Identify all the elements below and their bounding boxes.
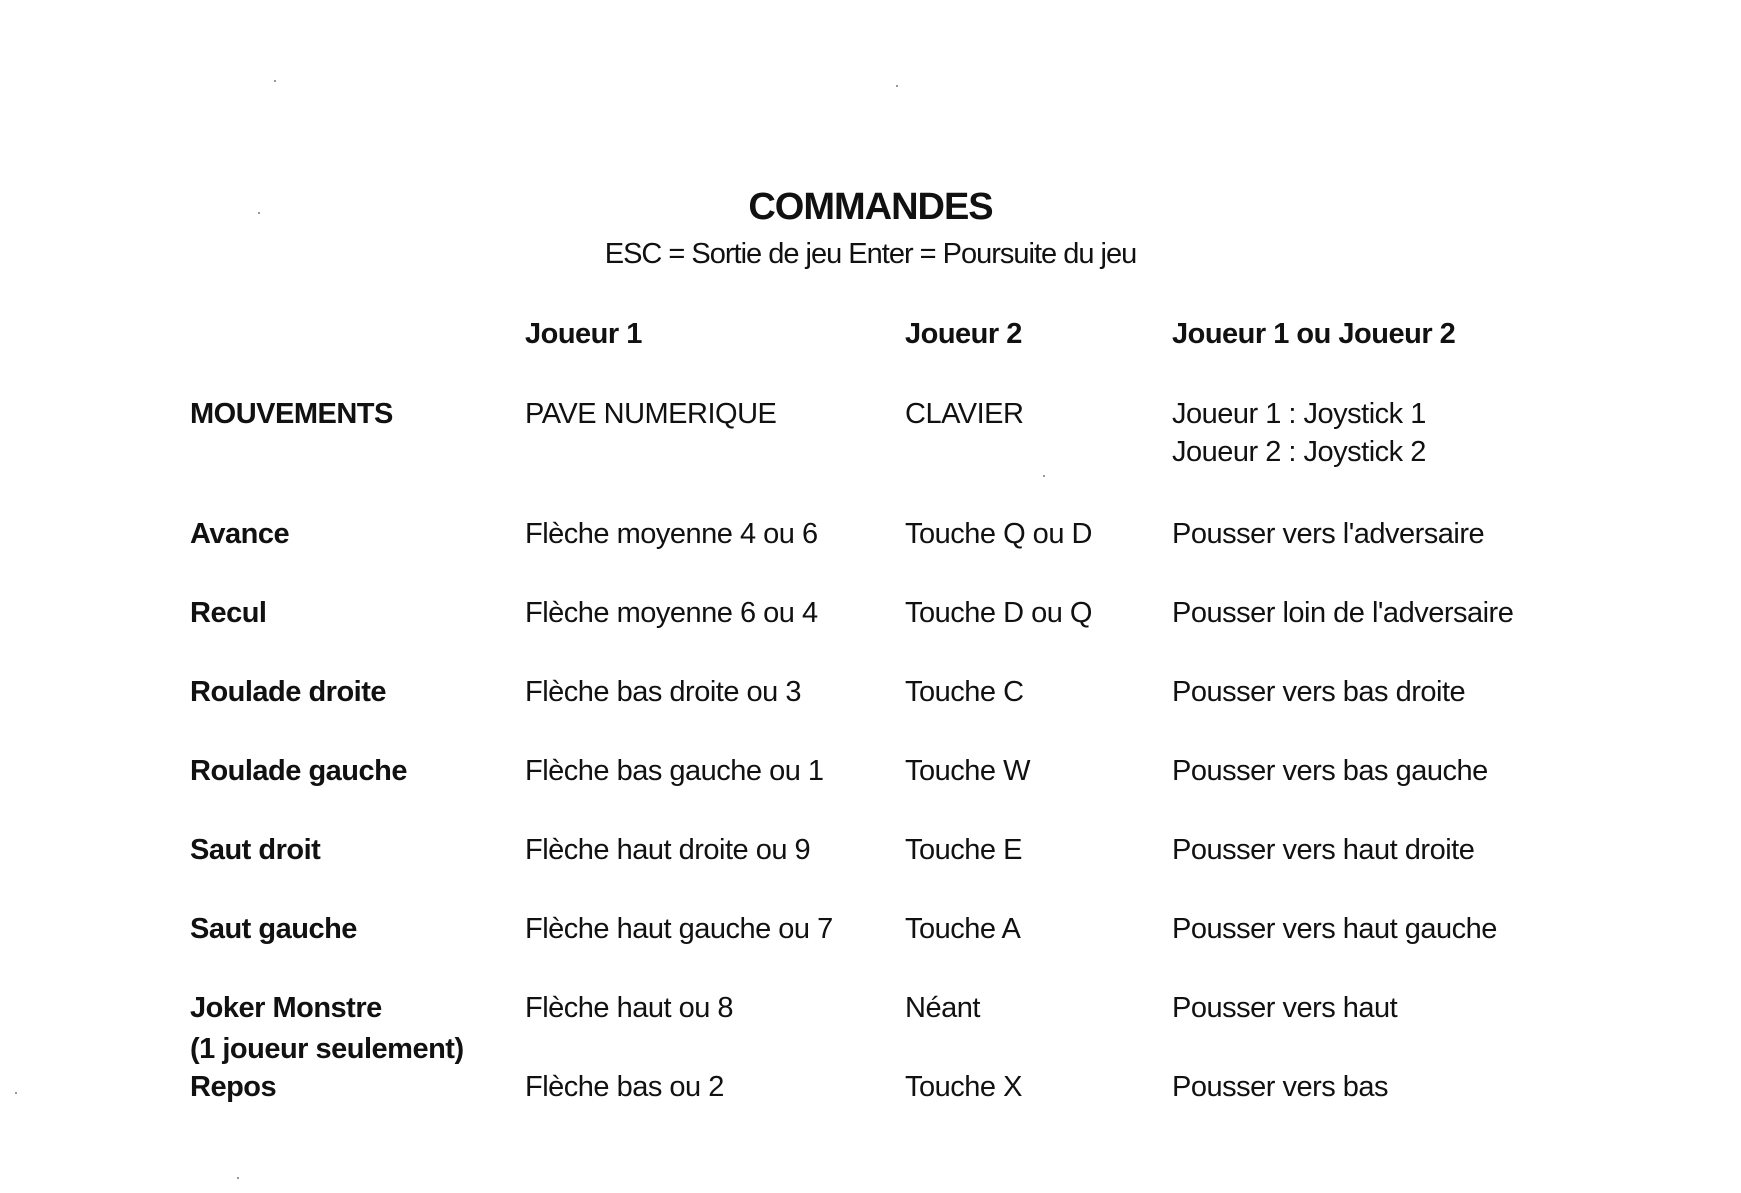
scan-speck [237, 1177, 239, 1179]
row-joystick: Pousser vers bas [1172, 1071, 1389, 1103]
row-action: Joker Monstre [190, 992, 382, 1024]
row-action: Roulade droite [190, 676, 387, 708]
row-joueur2: Touche X [905, 1071, 1022, 1103]
row-joystick: Pousser vers bas droite [1172, 676, 1466, 708]
row-joueur1: Flèche bas ou 2 [525, 1071, 724, 1103]
row-joueur1: Flèche bas droite ou 3 [525, 676, 801, 708]
row-joueur2: Touche Q ou D [905, 518, 1092, 550]
row-action: Saut droit [190, 834, 321, 866]
row-action-note: (1 joueur seulement) [190, 1033, 464, 1065]
row-joystick: Pousser vers haut gauche [1172, 913, 1497, 945]
row-action: Roulade gauche [190, 755, 407, 787]
scan-speck [1043, 475, 1045, 477]
row-joystick-line2: Joueur 2 : Joystick 2 [1172, 436, 1426, 468]
row-joueur1: Flèche moyenne 4 ou 6 [525, 518, 818, 550]
row-action: MOUVEMENTS [190, 398, 393, 430]
row-joueur1: Flèche haut droite ou 9 [525, 834, 811, 866]
row-action: Recul [190, 597, 267, 629]
page-subtitle: ESC = Sortie de jeu Enter = Poursuite du jeu [604, 238, 1137, 270]
row-joystick: Pousser vers haut [1172, 992, 1398, 1024]
row-joueur1: Flèche haut gauche ou 7 [525, 913, 833, 945]
row-joystick: Joueur 1 : Joystick 1 [1172, 398, 1426, 430]
page-title: COMMANDES [748, 186, 993, 228]
row-joueur2: CLAVIER [905, 398, 1024, 430]
header-joueur-1-ou-2: Joueur 1 ou Joueur 2 [1172, 318, 1456, 350]
scan-speck [896, 85, 898, 87]
row-joueur1: Flèche haut ou 8 [525, 992, 734, 1024]
row-joystick: Pousser vers bas gauche [1172, 755, 1488, 787]
row-joystick: Pousser loin de l'adversaire [1172, 597, 1514, 629]
row-joueur2: Touche E [905, 834, 1022, 866]
row-joystick: Pousser vers l'adversaire [1172, 518, 1485, 550]
row-joueur1: PAVE NUMERIQUE [525, 398, 777, 430]
scan-speck [258, 212, 260, 214]
row-joueur2: Touche C [905, 676, 1024, 708]
header-joueur-1: Joueur 1 [525, 318, 642, 350]
row-joueur1: Flèche moyenne 6 ou 4 [525, 597, 818, 629]
row-action: Repos [190, 1071, 277, 1103]
row-joueur2: Touche D ou Q [905, 597, 1092, 629]
row-joueur2: Touche W [905, 755, 1030, 787]
row-joueur1: Flèche bas gauche ou 1 [525, 755, 824, 787]
row-joystick: Pousser vers haut droite [1172, 834, 1475, 866]
header-joueur-2: Joueur 2 [905, 318, 1022, 350]
row-action: Saut gauche [190, 913, 357, 945]
row-action: Avance [190, 518, 290, 550]
row-joueur2: Néant [905, 992, 980, 1024]
scan-speck [274, 80, 276, 82]
row-joueur2: Touche A [905, 913, 1021, 945]
scan-speck [15, 1092, 17, 1094]
